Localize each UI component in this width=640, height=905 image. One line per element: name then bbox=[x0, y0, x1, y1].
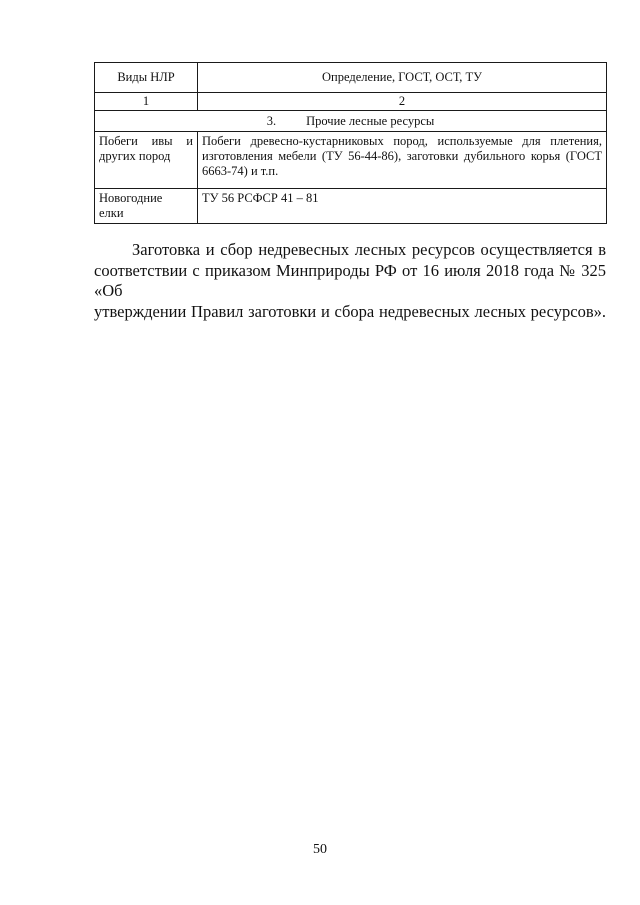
header-cell-definition: Определение, ГОСТ, ОСТ, ТУ bbox=[198, 63, 607, 93]
paragraph-line: соответствии с приказом Минприроды РФ от 16 июля 2018 года № 325 «Об bbox=[94, 260, 606, 300]
paragraph-line: утверждении Правил заготовки и сбора недревесных лесных ресурсов». bbox=[94, 301, 606, 321]
definition-line: изготовления мебели (ТУ 56-44-86), заготовки дубильного корья (ГОСТ bbox=[202, 149, 602, 163]
resource-name-line: других пород bbox=[99, 149, 171, 163]
table-header-row bbox=[95, 63, 607, 93]
resource-name-cell bbox=[95, 189, 198, 224]
resource-name-line: елки bbox=[99, 206, 124, 220]
header-cell-types: Виды НЛР bbox=[95, 63, 198, 93]
resource-name-line: Новогодние bbox=[99, 191, 163, 205]
section-heading-cell bbox=[95, 111, 607, 132]
section-title: Прочие лесные ресурсы bbox=[306, 113, 435, 128]
page-number: 50 bbox=[313, 842, 327, 857]
definition-line: Побеги древесно-кустарниковых пород, используемые для плетения, bbox=[202, 134, 602, 148]
table-section-row bbox=[95, 111, 607, 132]
column-number-1: 1 bbox=[95, 93, 198, 111]
nlr-table bbox=[94, 62, 607, 224]
table-row bbox=[95, 189, 607, 224]
table-row bbox=[95, 132, 607, 189]
resource-name-cell bbox=[95, 132, 198, 189]
resource-definition-cell bbox=[198, 189, 607, 224]
definition-line: 6663-74) и т.п. bbox=[202, 164, 279, 178]
resource-name-line: Побеги ивы и bbox=[99, 134, 193, 148]
definition-line: ТУ 56 РСФСР 41 – 81 bbox=[202, 191, 319, 205]
column-number-2: 2 bbox=[198, 93, 607, 111]
paragraph-line: Заготовка и сбор недревесных лесных ресурсов осуществляется в bbox=[132, 240, 606, 259]
resource-definition-cell bbox=[198, 132, 607, 189]
body-paragraph bbox=[94, 240, 606, 322]
table-number-row bbox=[95, 93, 607, 111]
section-number: 3. bbox=[266, 113, 277, 128]
